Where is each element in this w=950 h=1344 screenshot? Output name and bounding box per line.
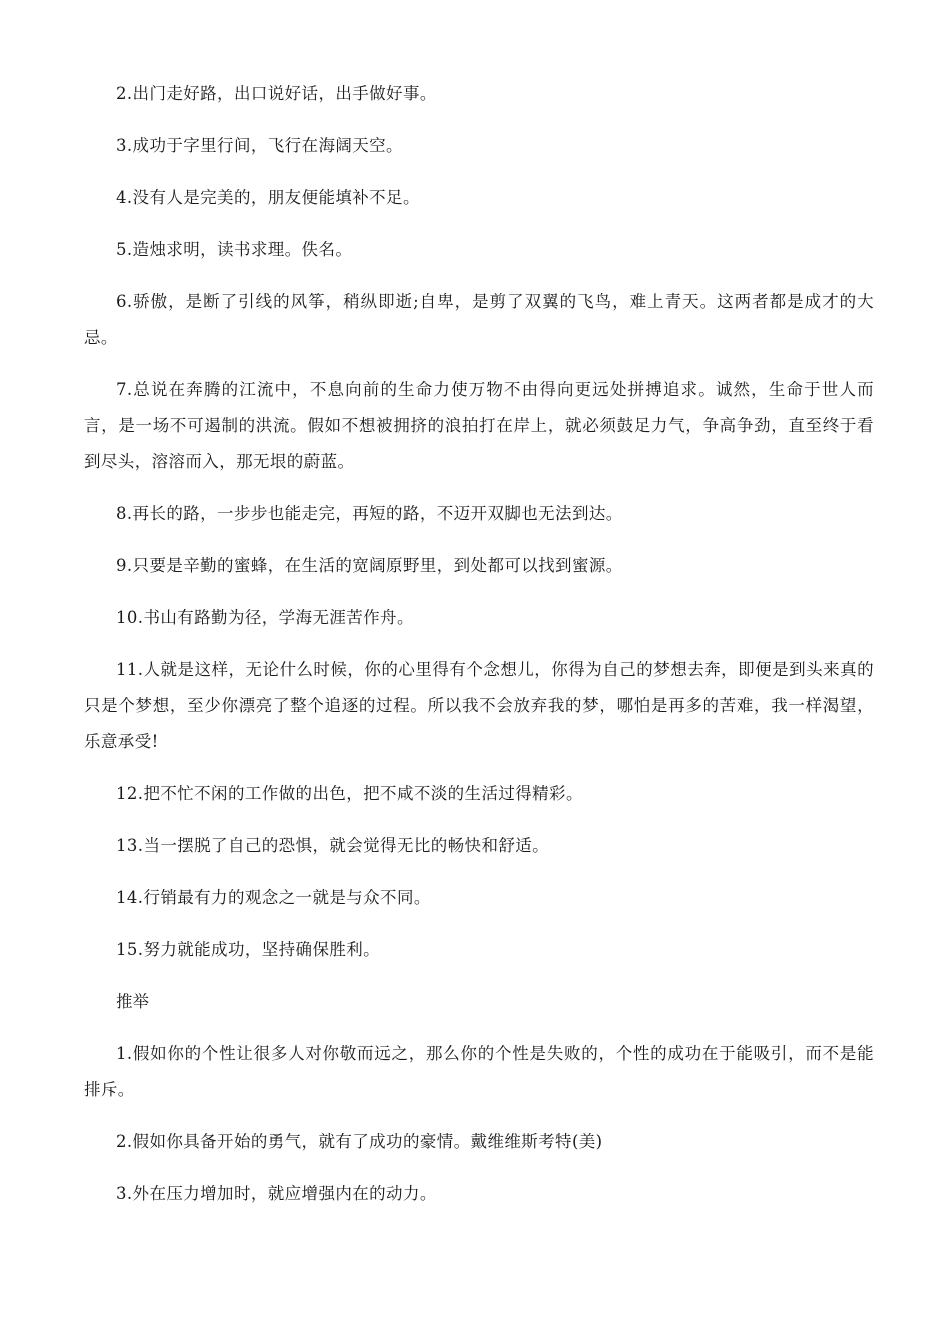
section-heading: 推举	[116, 992, 149, 1011]
quote-item: 8.再长的路，一步步也能走完，再短的路，不迈开双脚也无法到达。	[116, 504, 623, 523]
quote-item: 13.当一摆脱了自己的恐惧，就会觉得无比的畅快和舒适。	[116, 836, 550, 855]
quote-item: 14.行销最有力的观念之一就是与众不同。	[116, 888, 431, 907]
document-page	[84, 76, 874, 1228]
quote-item: 5.造烛求明，读书求理。佚名。	[116, 240, 353, 259]
quote-item: 12.把不忙不闲的工作做的出色，把不咸不淡的生活过得精彩。	[116, 784, 583, 803]
quote-item: 7.总说在奔腾的江流中，不息向前的生命力使万物不由得向更远处拼搏追求。诚然，生命于世人而言，是一场不可遏制的洪流。假如不想被拥挤的浪拍打在岸上，就必须鼓足力气，争高争劲，直至终于看到尽头，溶溶而入，那无垠的蔚蓝。	[84, 380, 874, 471]
quote-item: 3.成功于字里行间，飞行在海阔天空。	[116, 136, 403, 155]
quote-item: 2.假如你具备开始的勇气，就有了成功的豪情。戴维维斯考特(美)	[116, 1132, 603, 1151]
quote-item: 4.没有人是完美的，朋友便能填补不足。	[116, 188, 420, 207]
quote-item: 10.书山有路勤为径，学海无涯苦作舟。	[116, 608, 414, 627]
quote-item: 6.骄傲，是断了引线的风筝，稍纵即逝;自卑，是剪了双翼的飞鸟，难上青天。这两者都是成才的大忌。	[84, 292, 874, 347]
quote-item: 1.假如你的个性让很多人对你敬而远之，那么你的个性是失败的，个性的成功在于能吸引，而不是能排斥。	[84, 1044, 874, 1099]
quote-item: 15.努力就能成功，坚持确保胜利。	[116, 940, 381, 959]
quote-item: 3.外在压力增加时，就应增强内在的动力。	[116, 1184, 437, 1203]
quote-item: 11.人就是这样，无论什么时候，你的心里得有个念想儿，你得为自己的梦想去奔，即便是到头来真的只是个梦想，至少你漂亮了整个追逐的过程。所以我不会放弃我的梦，哪怕是再多的苦难，我一样渴望，乐意承受!	[84, 660, 874, 751]
quote-item: 9.只要是辛勤的蜜蜂，在生活的宽阔原野里，到处都可以找到蜜源。	[116, 556, 623, 575]
quote-item: 2.出门走好路，出口说好话，出手做好事。	[116, 84, 437, 103]
